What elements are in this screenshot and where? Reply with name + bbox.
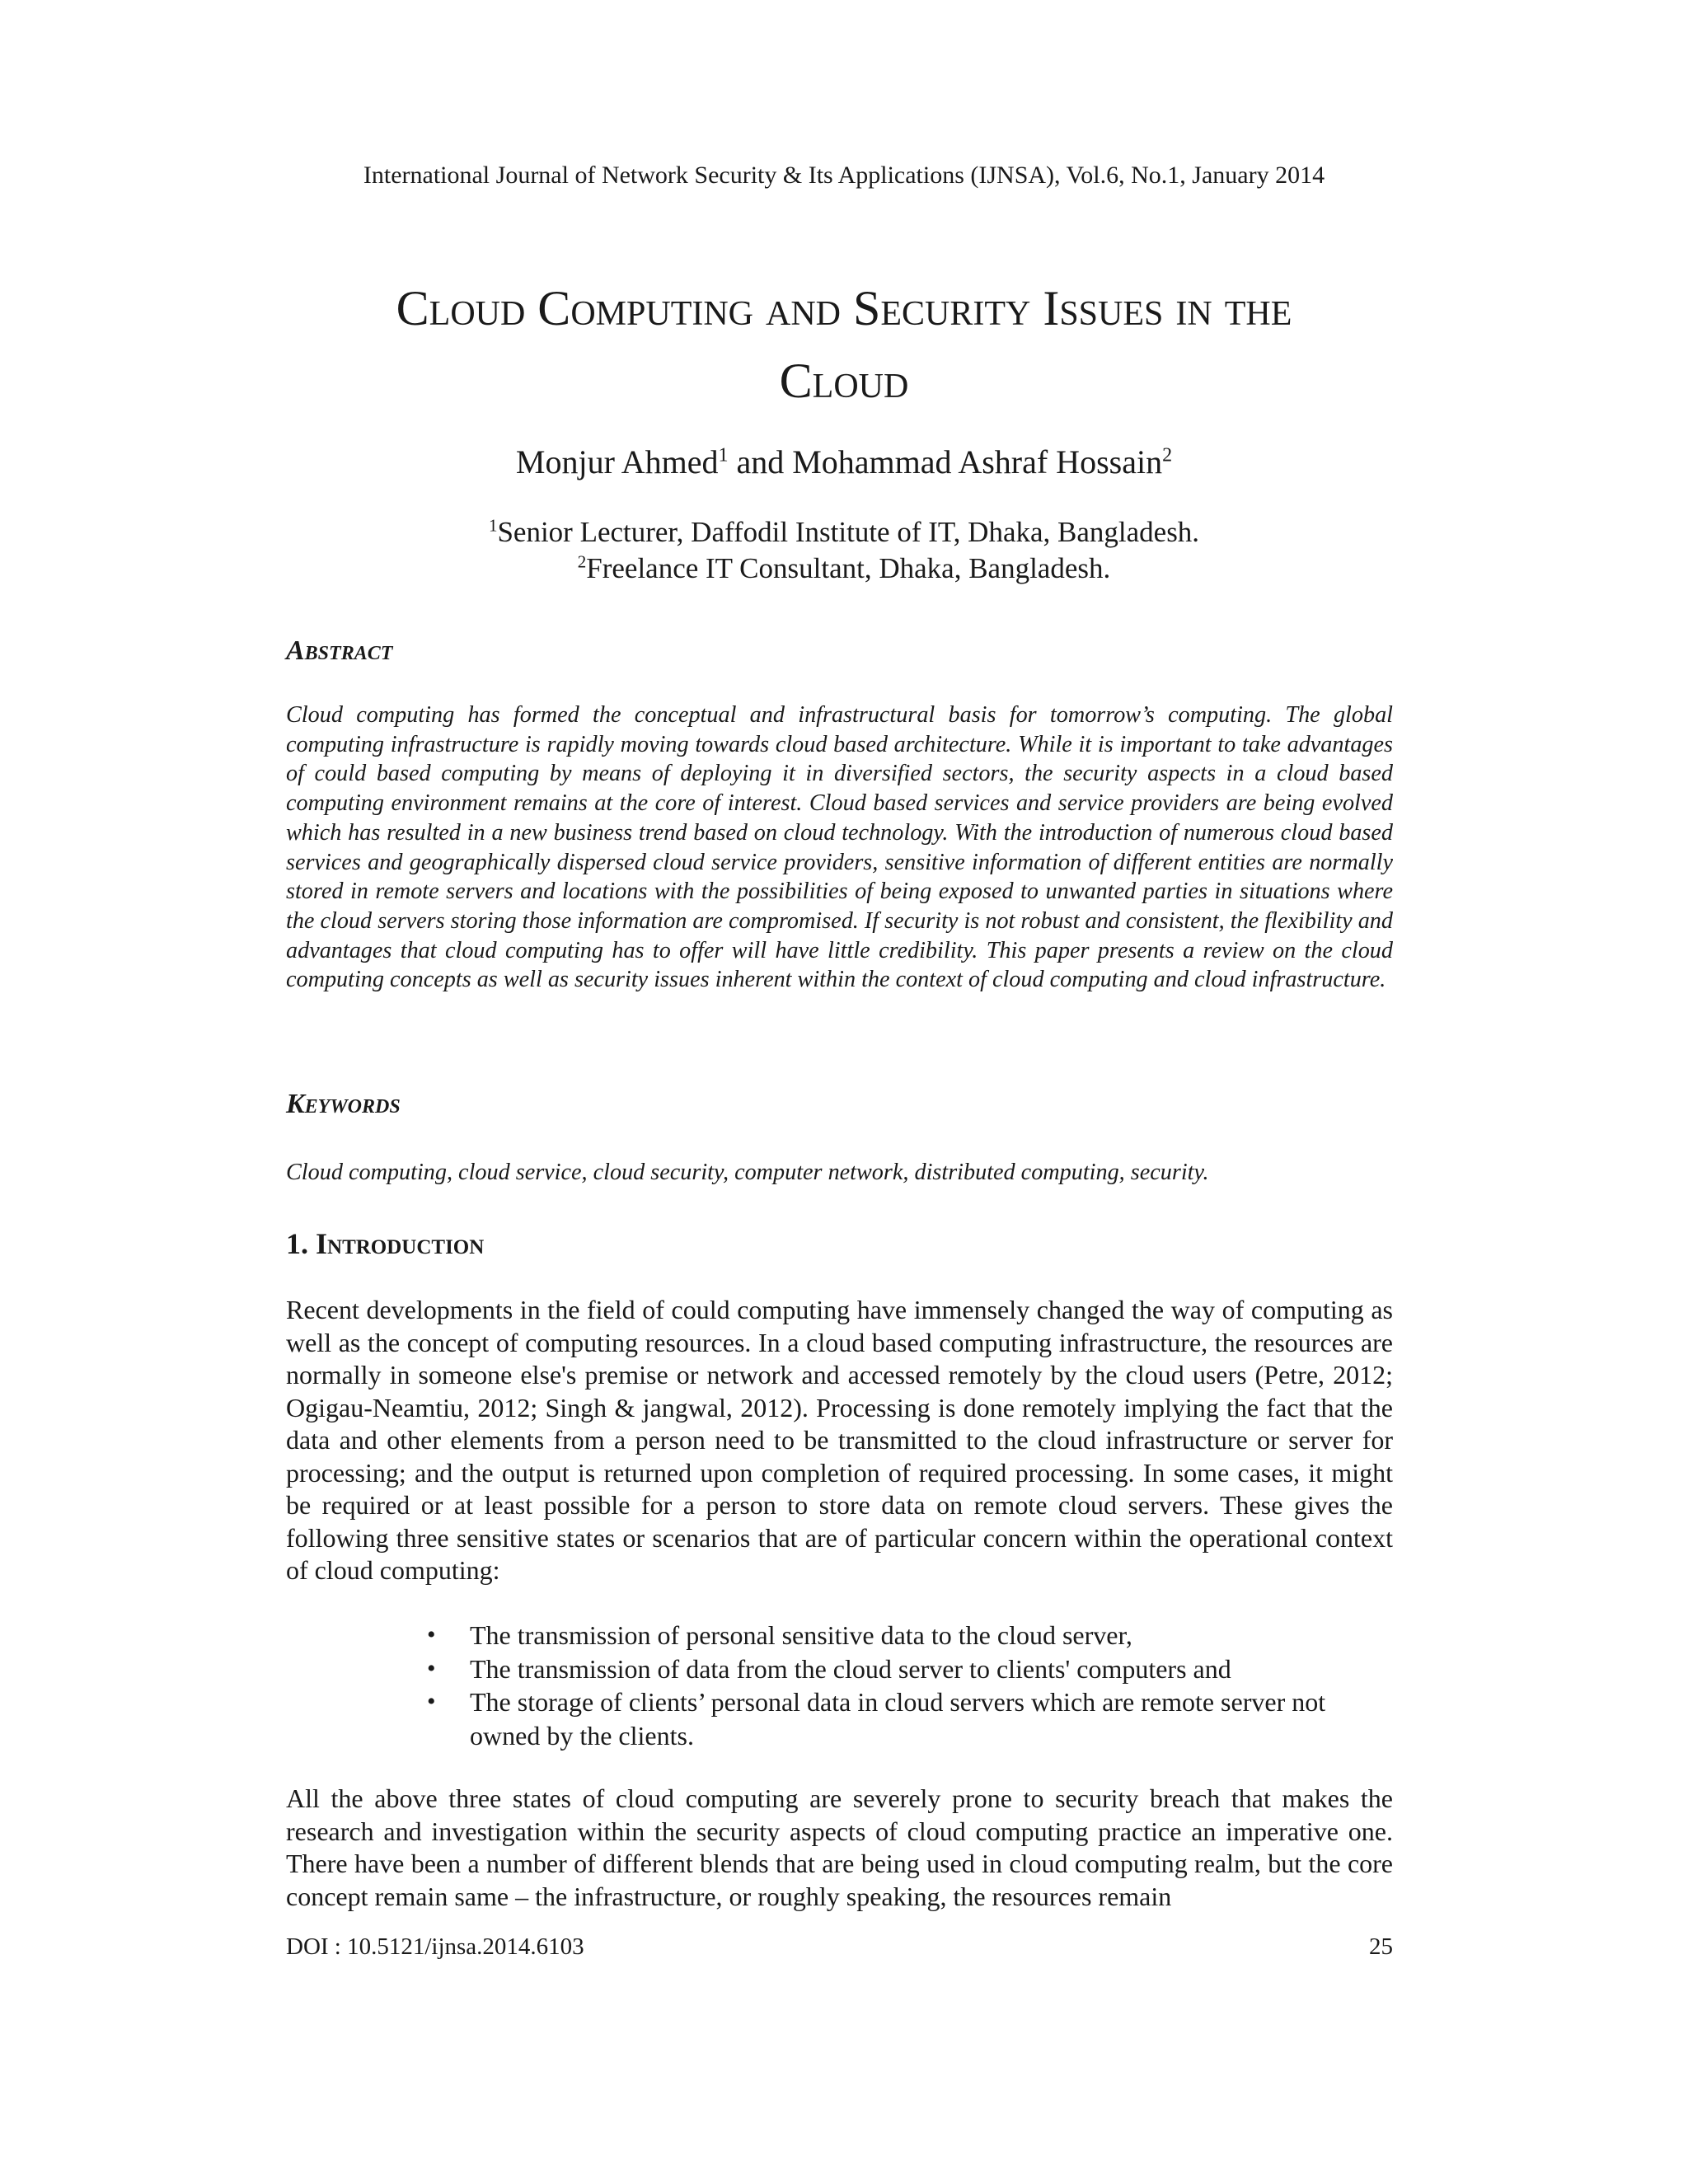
list-item-text: The transmission of personal sensitive data to the cloud server, xyxy=(470,1620,1132,1650)
affiliation xyxy=(0,551,1688,587)
abstract-text: Cloud computing has formed the conceptual and infrastructural basis for tomorrow’s computing. The global computing infrastructure is rapidly moving towards cloud based architecture. While it is important to take advantages of could based computing by means of deploying it in diversified sectors, the security aspects in a cloud based computing environment remains at the core of interest. Cloud based services and service providers are being evolved which has resulted in a new business trend based on cloud technology. With the introduction of numerous cloud based services and geographically dispersed cloud service providers, sensitive information of different entities are normally stored in remote servers and locations with the possibilities of being exposed to unwanted parties in situations where the cloud servers storing those information are compromised. If security is not robust and consistent, the flexibility and advantages that cloud computing has to offer will have little credibility. This paper presents a review on the cloud computing concepts as well as security issues inherent within the context of cloud computing and cloud infrastructure. xyxy=(286,702,1393,993)
section-heading-introduction: 1. Introduction xyxy=(286,1227,485,1260)
footer-doi: DOI : 10.5121/ijnsa.2014.6103 xyxy=(286,1933,584,1960)
affiliation-list xyxy=(0,514,1688,587)
page-number: 25 xyxy=(1369,1933,1393,1960)
list-item-text: The transmission of data from the cloud server to clients' computers and xyxy=(470,1653,1231,1684)
affiliation-mark: 1 xyxy=(488,515,498,536)
running-header: International Journal of Network Security & Its Applications (IJNSA), Vol.6, No.1, January 2014 xyxy=(363,162,1325,189)
title-line-2: Cloud xyxy=(779,354,909,408)
affiliation-mark: 2 xyxy=(577,551,587,572)
list-item xyxy=(427,1685,1393,1752)
affiliation-mark: 1 xyxy=(718,444,729,466)
affiliation-mark: 2 xyxy=(1162,444,1173,466)
title-line-1: Cloud Computing and Security Issues in the xyxy=(396,281,1292,335)
affiliation-text: Freelance IT Consultant, Dhaka, Bangladesh. xyxy=(586,552,1111,584)
list-item xyxy=(427,1619,1393,1652)
list-item xyxy=(427,1652,1393,1686)
abstract-heading: Abstract xyxy=(286,635,393,666)
list-item-text: The storage of clients’ personal data in cloud servers which are remote server not owned by the clients. xyxy=(470,1687,1326,1750)
bullet-list xyxy=(427,1619,1393,1752)
author-name: Monjur Ahmed xyxy=(515,443,719,480)
author-list xyxy=(0,439,1688,485)
keywords-text: Cloud computing, cloud service, cloud security, computer network, distributed computing, security. xyxy=(286,1160,1209,1185)
keywords-heading: Keywords xyxy=(286,1089,401,1119)
intro-paragraph-2: All the above three states of cloud computing are severely prone to security breach that makes the research and investigation within the security aspects of cloud computing practice an imperative one. There have been a number of different blends that are being used in cloud computing realm, but the core concept remain same – the infrastructure, or roughly speaking, the resources remain xyxy=(286,1783,1393,1911)
bullet-glyph: • xyxy=(427,1688,436,1715)
intro-paragraph-1: Recent developments in the field of could computing have immensely changed the way of computing as well as the concept of computing resources. In a cloud based computing infrastructure, the resources are normally in someone else's premise or network and accessed remotely by the cloud users (Petre, 2012; Ogigau-Neamtiu, 2012; Singh & jangwal, 2012). Processing is done remotely implying the fact that the data and other elements from a person need to be transmitted to the cloud infrastructure or server for processing; and the output is returned upon completion of required processing. In some cases, it might be required or at least possible for a person to store data on remote cloud servers. These gives the following three sensitive states or scenarios that are of particular concern within the operational context of cloud computing: xyxy=(286,1295,1393,1585)
author-name: Mohammad Ashraf Hossain xyxy=(792,443,1163,480)
affiliation xyxy=(0,514,1688,551)
author-conjunction: and xyxy=(728,443,793,480)
paper-title xyxy=(165,272,1523,417)
bullet-glyph: • xyxy=(427,1654,436,1682)
bullet-glyph: • xyxy=(427,1621,436,1648)
affiliation-text: Senior Lecturer, Daffodil Institute of IT, Dhaka, Bangladesh. xyxy=(497,516,1200,548)
